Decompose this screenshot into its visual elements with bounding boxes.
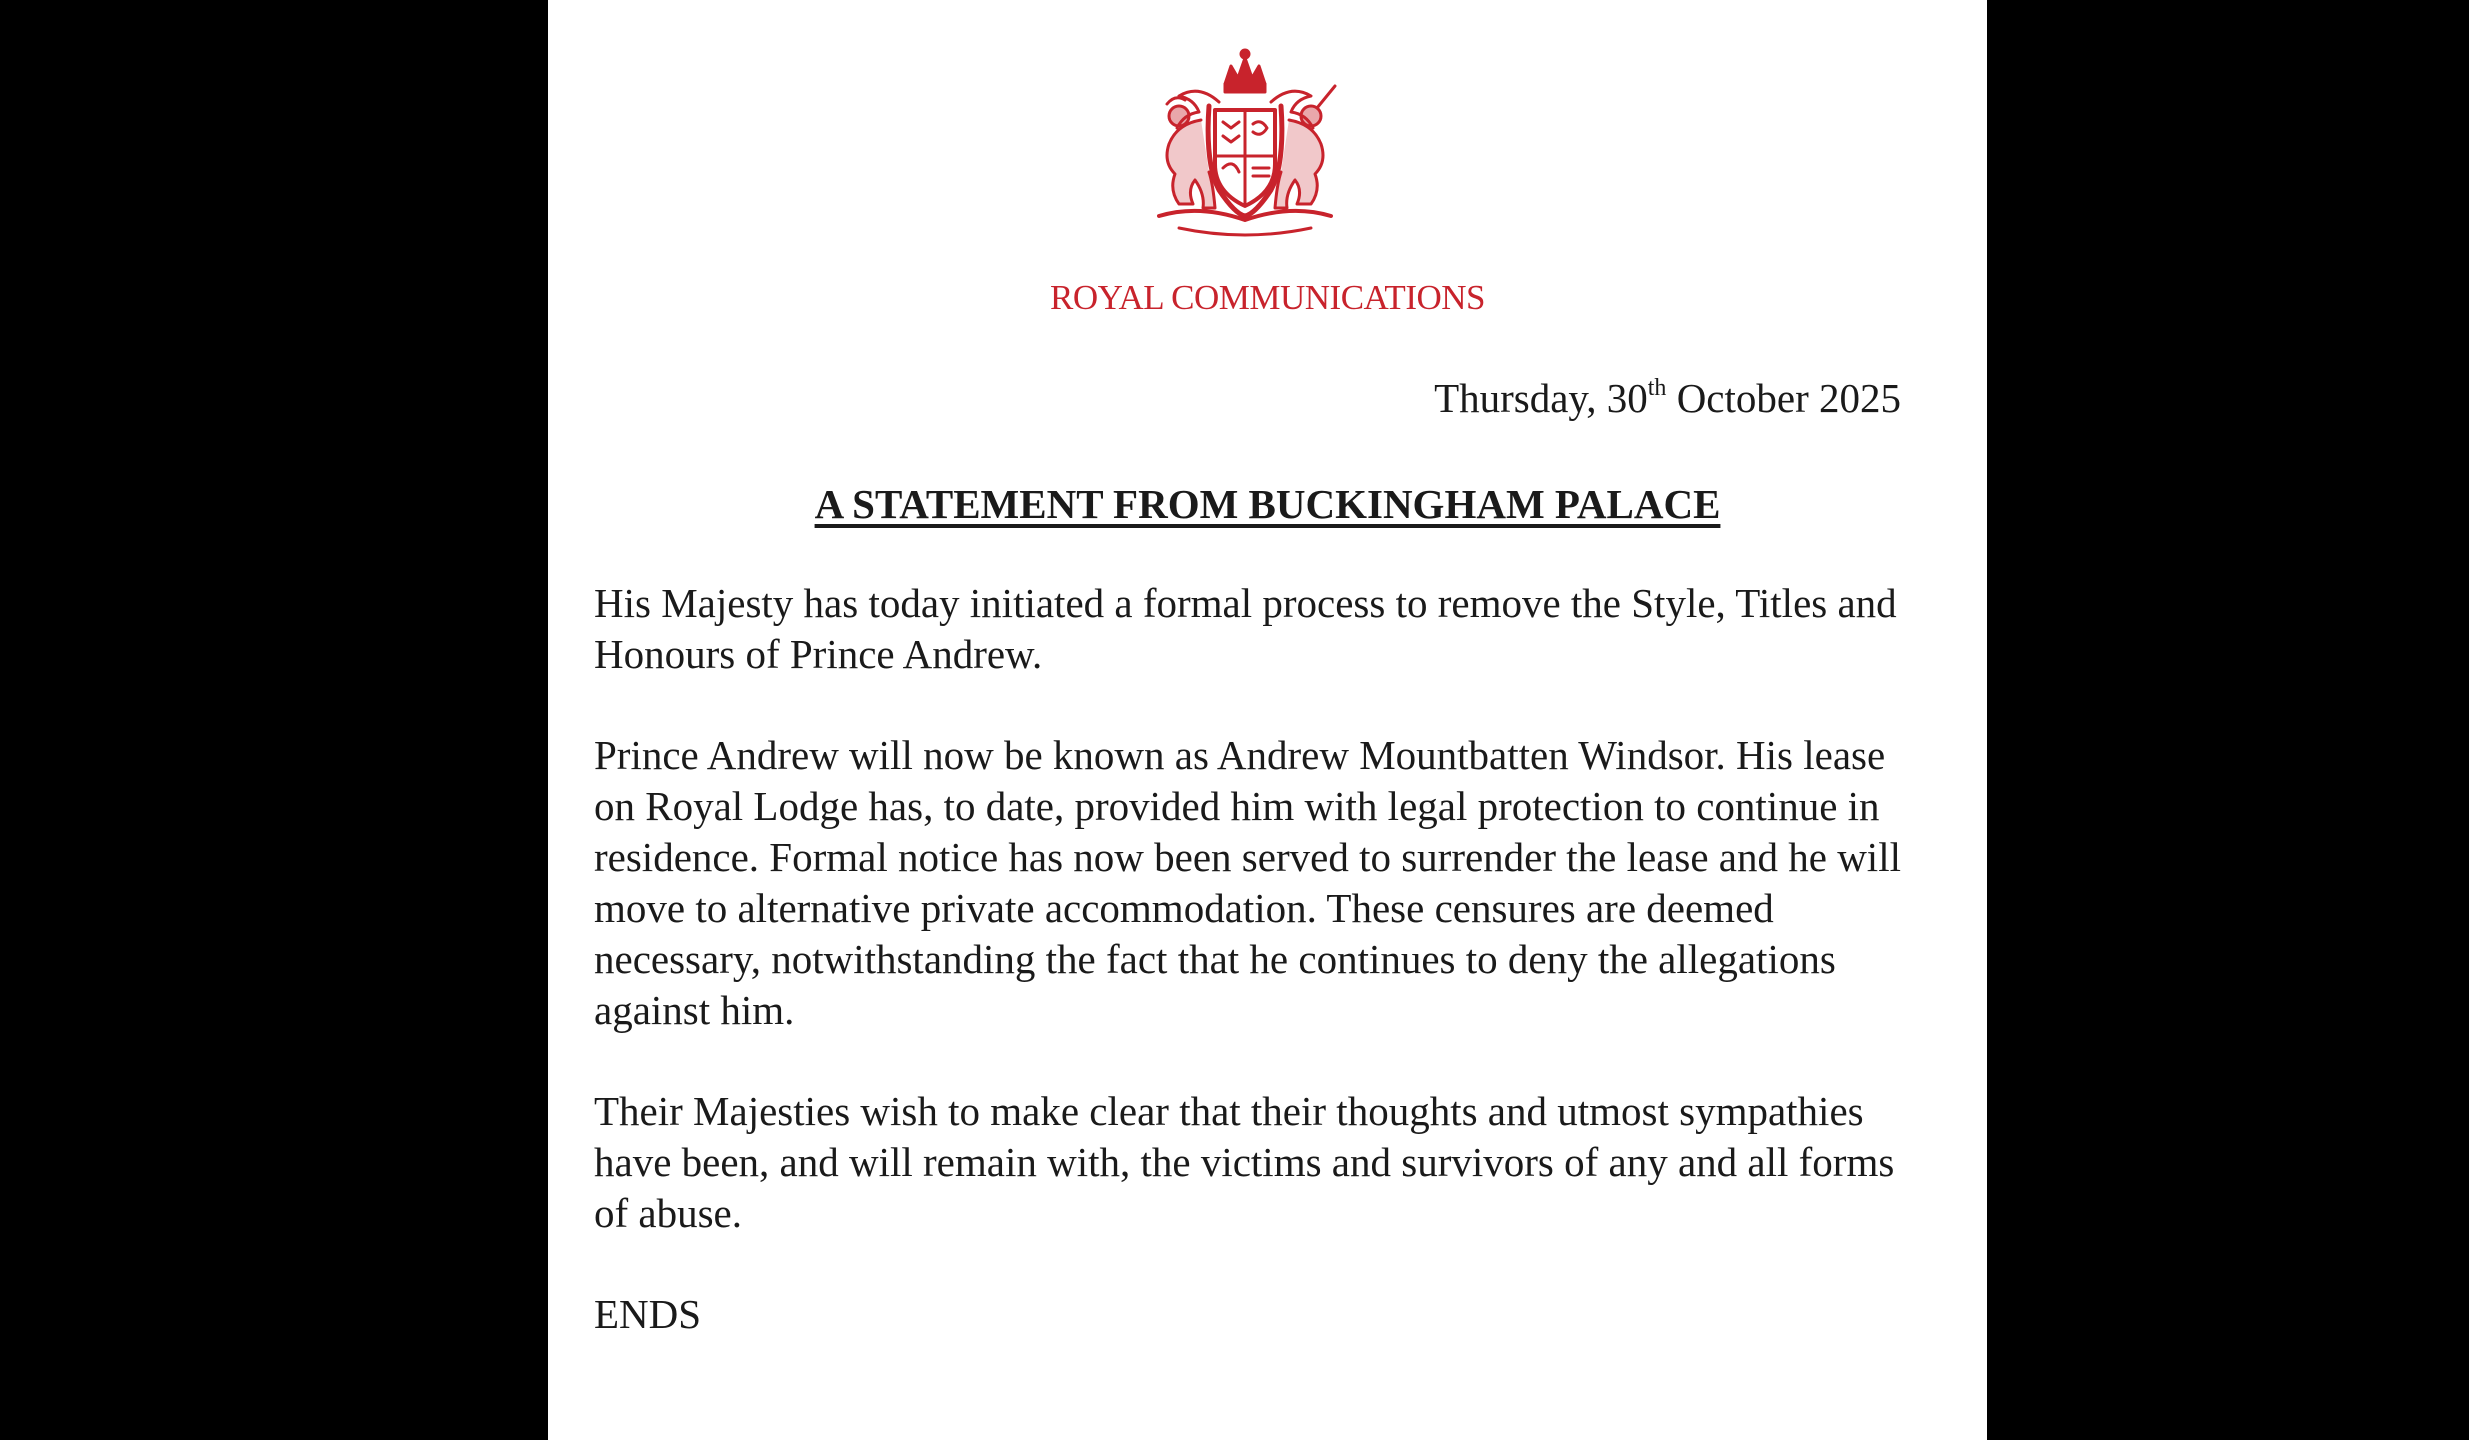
paragraph: His Majesty has today initiated a formal process to remove the Style, Titles and Honours of Prince Andrew. [594, 580, 1897, 677]
ends-marker: ENDS [594, 1291, 702, 1337]
paragraph: Prince Andrew will now be known as Andrew Mountbatten Windsor. His lease on Royal Lodge has, to date, provided him with legal protection to continue in residence. Formal notice has now been served to surrender the lease and he will move to alternative private accommodation. These censures are deemed necessary, notwithstanding the fact that he continues to deny the allegations against him. [594, 732, 1901, 1033]
statement-date [1434, 374, 1901, 422]
date-weekday: Thursday, [1434, 375, 1597, 421]
statement-title: A STATEMENT FROM BUCKINGHAM PALACE [814, 481, 1721, 527]
date-day: 30 [1606, 375, 1648, 421]
date-ordinal: th [1647, 375, 1667, 401]
paragraph: Their Majesties wish to make clear that their thoughts and utmost sympathies have been, and will remain with, the victims and survivors of any and all forms of abuse. [594, 1088, 1895, 1236]
statement-page [548, 0, 1987, 1440]
organization-name: ROYAL COMMUNICATIONS [1050, 278, 1485, 317]
date-month-year: October 2025 [1676, 375, 1901, 421]
statement-body [594, 578, 1924, 1340]
royal-coat-of-arms-icon [1139, 44, 1351, 240]
